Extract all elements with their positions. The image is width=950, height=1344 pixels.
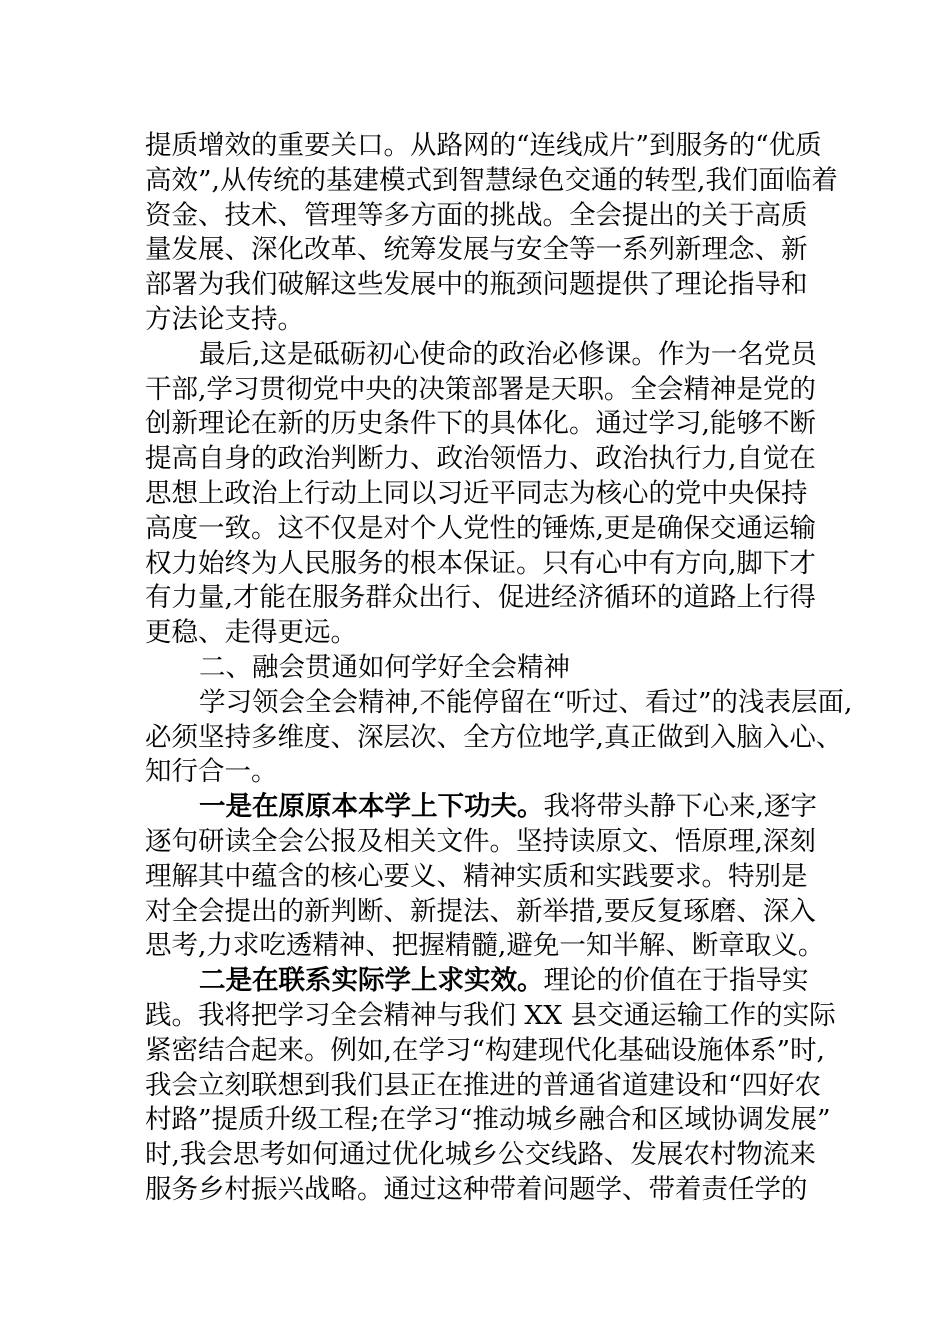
text-line [145,755,806,790]
text-line [145,964,809,999]
line-text: 理解其中蕴含的核心要义、精神实质和实践要求。特别是 [145,860,808,892]
line-text: 创新理论在新的历史条件下的具体化。通过学习,能够不断 [145,408,816,440]
text-line [145,268,806,303]
text-line [145,860,806,895]
line-text: 权力始终为人民服务的根本保证。只有心中有方向,脚下才 [145,547,816,579]
text-line [145,199,806,234]
line-text: 高度一致。这不仅是对个人党性的锤炼,更是确保交通运输 [145,512,816,544]
text-line [145,929,825,964]
line-text: 提高自身的政治判断力、政治领悟力、政治执行力,自觉在 [145,443,816,475]
text-line [145,721,843,756]
text-line [145,129,822,164]
text-line [145,338,817,373]
paragraph [145,129,838,338]
line-text: 必须坚持多维度、深层次、全方位地学,真正做到入脑入心、 [145,721,843,753]
line-text: 提质增效的重要关口。从路网的“连线成片”到服务的“优质 [145,130,822,161]
text-line [145,547,816,582]
text-line [145,477,806,512]
document-body [145,129,853,1208]
text-line [145,581,816,616]
line-text: 思想上政治上行动上同以习近平同志为核心的党中央保持 [145,477,808,509]
line-text: 高效”,从传统的基建模式到智慧绿色交通的转型,我们面临着 [145,164,838,196]
line-text: 知行合一。 [145,756,278,788]
text-line [145,164,838,199]
line-text: 资金、技术、管理等多方面的挑战。全会提出的关于高质 [145,199,808,231]
line-text: 践。我将把学习全会精神与我们 XX 县交通运输工作的实际 [145,999,836,1031]
text-line [145,790,817,825]
line-text: 二、融会贯通如何学好全会精神 [199,651,570,683]
text-line [145,651,806,686]
bold-lead-text: 一是在原原本本学上下功夫。 [199,791,544,823]
paragraph [145,686,853,790]
paragraph [145,338,817,651]
line-text: 服务乡村振兴战略。通过这种带着问题学、带着责任学的 [145,1173,808,1205]
line-text: 最后,这是砥砺初心使命的政治必修课。作为一名党员 [199,338,817,370]
text-line [145,895,816,930]
line-text: 思考,力求吃透精神、把握精髓,避免一知半解、断章取义。 [145,930,825,962]
text-line [145,616,806,651]
line-text: 部署为我们破解这些发展中的瓶颈问题提供了理论指导和 [145,269,808,301]
line-text: 逐句研读全会公报及相关文件。坚持读原文、悟原理,深刻 [145,825,816,857]
paragraph [145,964,836,1208]
text-line [145,686,853,721]
paragraph [145,651,806,686]
text-line [145,303,806,338]
text-line [145,407,816,442]
paragraph [145,790,825,964]
line-text: 紧密结合起来。例如,在学习“构建现代化基础设施体系”时, [145,1034,825,1066]
line-text: 量发展、深化改革、统筹发展与安全等一系列新理念、新 [145,234,808,266]
text-line [145,512,816,547]
text-line [145,233,806,268]
line-text: 时,我会思考如何通过优化城乡公交线路、发展农村物流来 [145,1139,816,1171]
line-text: 村路”提质升级工程;在学习“推动城乡融合和区域协调发展” [145,1104,831,1136]
text-line [145,442,816,477]
text-line [145,999,836,1034]
text-line [145,1069,822,1104]
line-text: 学习领会全会精神,不能停留在“听过、看过”的浅表层面, [199,686,853,718]
text-line [145,1103,831,1138]
text-line [145,1173,806,1208]
line-text: 我会立刻联想到我们县正在推进的普通省道建设和“四好农 [145,1069,822,1101]
line-text: 对全会提出的新判断、新提法、新举措,要反复琢磨、深入 [145,895,816,927]
text-line [145,1138,816,1173]
line-text: 我将带头静下心来,逐字 [543,791,817,823]
line-text: 方法论支持。 [145,303,304,335]
line-text: 干部,学习贯彻党中央的决策部署是天职。全会精神是党的 [145,373,816,405]
text-line [145,825,816,860]
text-line [145,1034,825,1069]
line-text: 有力量,才能在服务群众出行、促进经济循环的道路上行得 [145,582,816,614]
bold-lead-text: 二是在联系实际学上求实效。 [199,965,544,997]
line-text: 理论的价值在于指导实 [543,965,809,997]
line-text: 更稳、走得更远。 [145,617,357,649]
text-line [145,373,816,408]
